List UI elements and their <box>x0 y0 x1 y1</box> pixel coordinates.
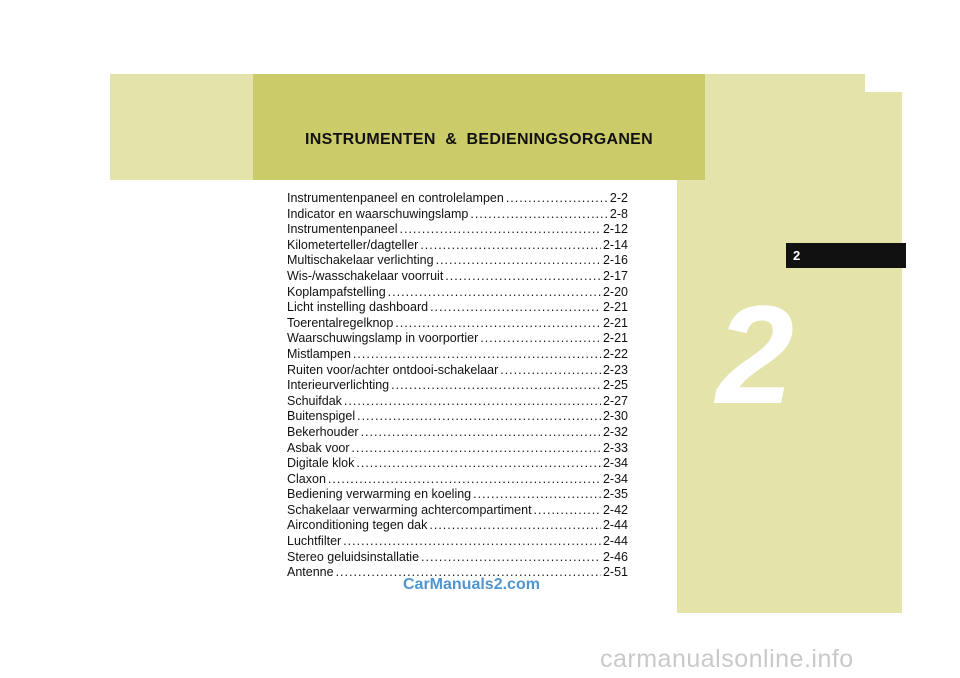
toc-leader-dots <box>445 269 601 285</box>
toc-entry[interactable] <box>287 534 628 550</box>
toc-entry[interactable] <box>287 425 628 441</box>
toc-leader-dots <box>352 441 601 457</box>
background-panel-right-top <box>705 74 865 180</box>
footer-url: carmanualsonline.info <box>600 645 854 673</box>
toc-entry[interactable] <box>287 441 628 457</box>
toc-entry-title: Wis-/wasschakelaar voorruit <box>287 268 444 283</box>
toc-entry[interactable] <box>287 518 628 534</box>
toc-entry-page: 2-33 <box>602 440 628 455</box>
toc-entry-page: 2-46 <box>602 549 628 564</box>
toc-entry-page: 2-35 <box>602 487 628 502</box>
toc-entry-page: 2-30 <box>602 409 628 424</box>
toc-entry-page: 2-42 <box>602 502 628 517</box>
toc-entry-title: Claxon <box>287 471 326 486</box>
chapter-number: 2 <box>716 276 794 433</box>
toc-leader-dots <box>429 518 601 534</box>
toc-entry-title: Stereo geluidsinstallatie <box>287 549 420 564</box>
toc-entry-page: 2-12 <box>602 222 628 237</box>
toc-leader-dots <box>361 425 601 441</box>
toc-leader-dots <box>391 378 601 394</box>
toc-leader-dots <box>421 550 601 566</box>
toc-entry-page: 2-44 <box>602 518 628 533</box>
toc-entry-title: Buitenspigel <box>287 409 356 424</box>
toc-entry[interactable] <box>287 363 628 379</box>
toc-entry-title: Digitale klok <box>287 456 355 471</box>
toc-leader-dots <box>395 316 601 332</box>
toc-entry-title: Bediening verwarming en koeling <box>287 487 472 502</box>
background-panel-right-notch <box>865 92 902 180</box>
toc-entry[interactable] <box>287 347 628 363</box>
toc-entry-page: 2-23 <box>602 362 628 377</box>
toc-entry[interactable] <box>287 316 628 332</box>
toc-entry-page: 2-34 <box>602 471 628 486</box>
toc-entry-page: 2-22 <box>602 346 628 361</box>
background-panel-left <box>110 74 253 180</box>
toc-leader-dots <box>344 394 601 410</box>
toc-entry[interactable] <box>287 378 628 394</box>
header-band <box>253 74 705 180</box>
watermark: CarManuals2.com <box>403 576 540 593</box>
toc-entry-page: 2-25 <box>602 378 628 393</box>
toc-entry-page: 2-34 <box>602 456 628 471</box>
toc-entry-title: Instrumentenpaneel <box>287 222 398 237</box>
toc-entry[interactable] <box>287 207 628 223</box>
toc-entry[interactable] <box>287 238 628 254</box>
toc-entry-title: Multischakelaar verlichting <box>287 253 434 268</box>
table-of-contents <box>287 191 628 581</box>
toc-entry[interactable] <box>287 472 628 488</box>
toc-leader-dots <box>534 503 601 519</box>
toc-entry-page: 2-8 <box>609 206 628 221</box>
toc-leader-dots <box>420 238 601 254</box>
toc-entry-title: Indicator en waarschuwingslamp <box>287 206 469 221</box>
toc-leader-dots <box>470 207 608 223</box>
toc-leader-dots <box>506 191 608 207</box>
toc-entry-page: 2-44 <box>602 534 628 549</box>
toc-entry[interactable] <box>287 456 628 472</box>
chapter-tab-label: 2 <box>793 248 801 263</box>
toc-leader-dots <box>353 347 601 363</box>
toc-entry-title: Licht instelling dashboard <box>287 300 429 315</box>
toc-entry-page: 2-16 <box>602 253 628 268</box>
toc-entry-page: 2-21 <box>602 315 628 330</box>
toc-entry[interactable] <box>287 503 628 519</box>
toc-entry[interactable] <box>287 331 628 347</box>
toc-leader-dots <box>500 363 601 379</box>
toc-entry-page: 2-21 <box>602 300 628 315</box>
page-title: INSTRUMENTEN & BEDIENINGSORGANEN <box>305 131 653 148</box>
chapter-tab[interactable] <box>786 243 906 268</box>
toc-entry-page: 2-51 <box>602 565 628 580</box>
toc-entry[interactable] <box>287 285 628 301</box>
toc-entry-title: Ruiten voor/achter ontdooi-schakelaar <box>287 362 499 377</box>
toc-entry-page: 2-17 <box>602 268 628 283</box>
toc-entry-page: 2-20 <box>602 284 628 299</box>
toc-entry-title: Instrumentenpaneel en controlelampen <box>287 191 504 205</box>
toc-entry[interactable] <box>287 269 628 285</box>
toc-leader-dots <box>343 534 601 550</box>
toc-leader-dots <box>356 456 601 472</box>
toc-leader-dots <box>480 331 601 347</box>
toc-leader-dots <box>473 487 601 503</box>
toc-entry-page: 2-14 <box>602 237 628 252</box>
toc-entry-page: 2-2 <box>609 191 628 205</box>
toc-entry-title: Koplampafstelling <box>287 284 386 299</box>
toc-leader-dots <box>436 253 601 269</box>
toc-entry-page: 2-32 <box>602 424 628 439</box>
toc-entry-title: Luchtfilter <box>287 534 342 549</box>
toc-entry[interactable] <box>287 222 628 238</box>
toc-leader-dots <box>388 285 601 301</box>
toc-entry-title: Airconditioning tegen dak <box>287 518 428 533</box>
toc-entry-title: Toerentalregelknop <box>287 315 394 330</box>
toc-entry-title: Antenne <box>287 565 334 580</box>
toc-entry-title: Interieurverlichting <box>287 378 390 393</box>
toc-entry[interactable] <box>287 300 628 316</box>
toc-entry-page: 2-21 <box>602 331 628 346</box>
toc-leader-dots <box>430 300 601 316</box>
toc-leader-dots <box>357 409 601 425</box>
toc-leader-dots <box>328 472 601 488</box>
toc-entry[interactable] <box>287 550 628 566</box>
toc-entry[interactable] <box>287 253 628 269</box>
toc-entry-title: Waarschuwingslamp in voorportier <box>287 331 479 346</box>
toc-entry-title: Schakelaar verwarming achtercompartiment <box>287 502 532 517</box>
toc-entry-title: Mistlampen <box>287 346 351 361</box>
toc-entry-title: Bekerhouder <box>287 424 359 439</box>
toc-entry[interactable] <box>287 409 628 425</box>
toc-leader-dots <box>400 222 601 238</box>
toc-entry[interactable] <box>287 191 628 207</box>
toc-entry-page: 2-27 <box>602 393 628 408</box>
toc-entry[interactable] <box>287 394 628 410</box>
toc-entry-title: Asbak voor <box>287 440 350 455</box>
toc-entry-title: Kilometerteller/dagteller <box>287 237 419 252</box>
toc-entry[interactable] <box>287 487 628 503</box>
toc-entry-title: Schuifdak <box>287 393 342 408</box>
